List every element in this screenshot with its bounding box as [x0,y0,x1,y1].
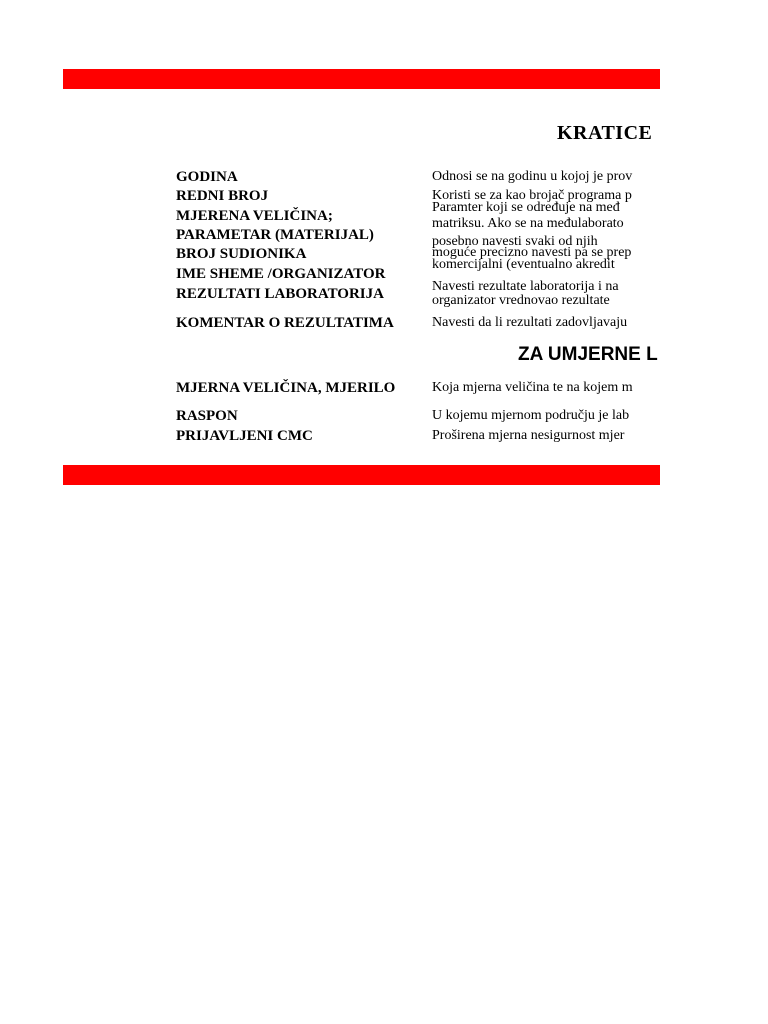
def-redni-broj: Koristi se za kao brojač programa p [432,188,632,203]
def-rezultati-line2: organizator vrednovao rezultate [432,293,610,308]
def-godina: Odnosi se na godinu u kojoj je prov [432,169,633,184]
term-redni-broj: REDNI BROJ [176,188,269,204]
term-godina: GODINA [176,169,238,185]
def-rezultati-line1: Navesti rezultate laboratorija i na [432,279,619,294]
def-prijavljeni-cmc: Proširena mjerna nesigurnost mjer [432,428,625,443]
term-prijavljeni-cmc: PRIJAVLJENI CMC [176,428,313,444]
def-mjerena-velicina-line1: Paramter koji se određuje na međ [432,200,620,215]
term-broj-sudionika: BROJ SUDIONIKA [176,246,307,262]
def-komentar: Navesti da li rezultati zadovljavaju [432,315,628,330]
def-mjerna-velicina-mjerilo: Koja mjerna veličina te na kojem m [432,380,633,395]
term-raspon: RASPON [176,408,238,424]
page-title: KRATICE [557,122,653,144]
term-rezultati-laboratorija: REZULTATI LABORATORIJA [176,286,384,302]
term-komentar: KOMENTAR O REZULTATIMA [176,315,394,331]
def-mjerena-velicina-line3: posebno navesti svaki od njih [432,234,598,249]
section-heading: ZA UMJERNE L [518,344,658,365]
def-broj-sudionika: moguće precizno navesti pa se prep [432,245,632,260]
def-mjerena-velicina-line2: matriksu. Ako se na međulaborato [432,216,624,231]
def-ime-sheme: komercijalni (eventualno akredit [432,257,615,272]
term-parametar: PARAMETAR (MATERIJAL) [176,227,374,243]
term-mjerna-velicina-mjerilo: MJERNA VELIČINA, MJERILO [176,380,396,396]
term-mjerena-velicina: MJERENA VELIČINA; [176,208,333,224]
bottom-red-bar [63,465,660,485]
term-ime-sheme: IME SHEME /ORGANIZATOR [176,266,386,282]
def-raspon: U kojemu mjernom području je lab [432,408,630,423]
